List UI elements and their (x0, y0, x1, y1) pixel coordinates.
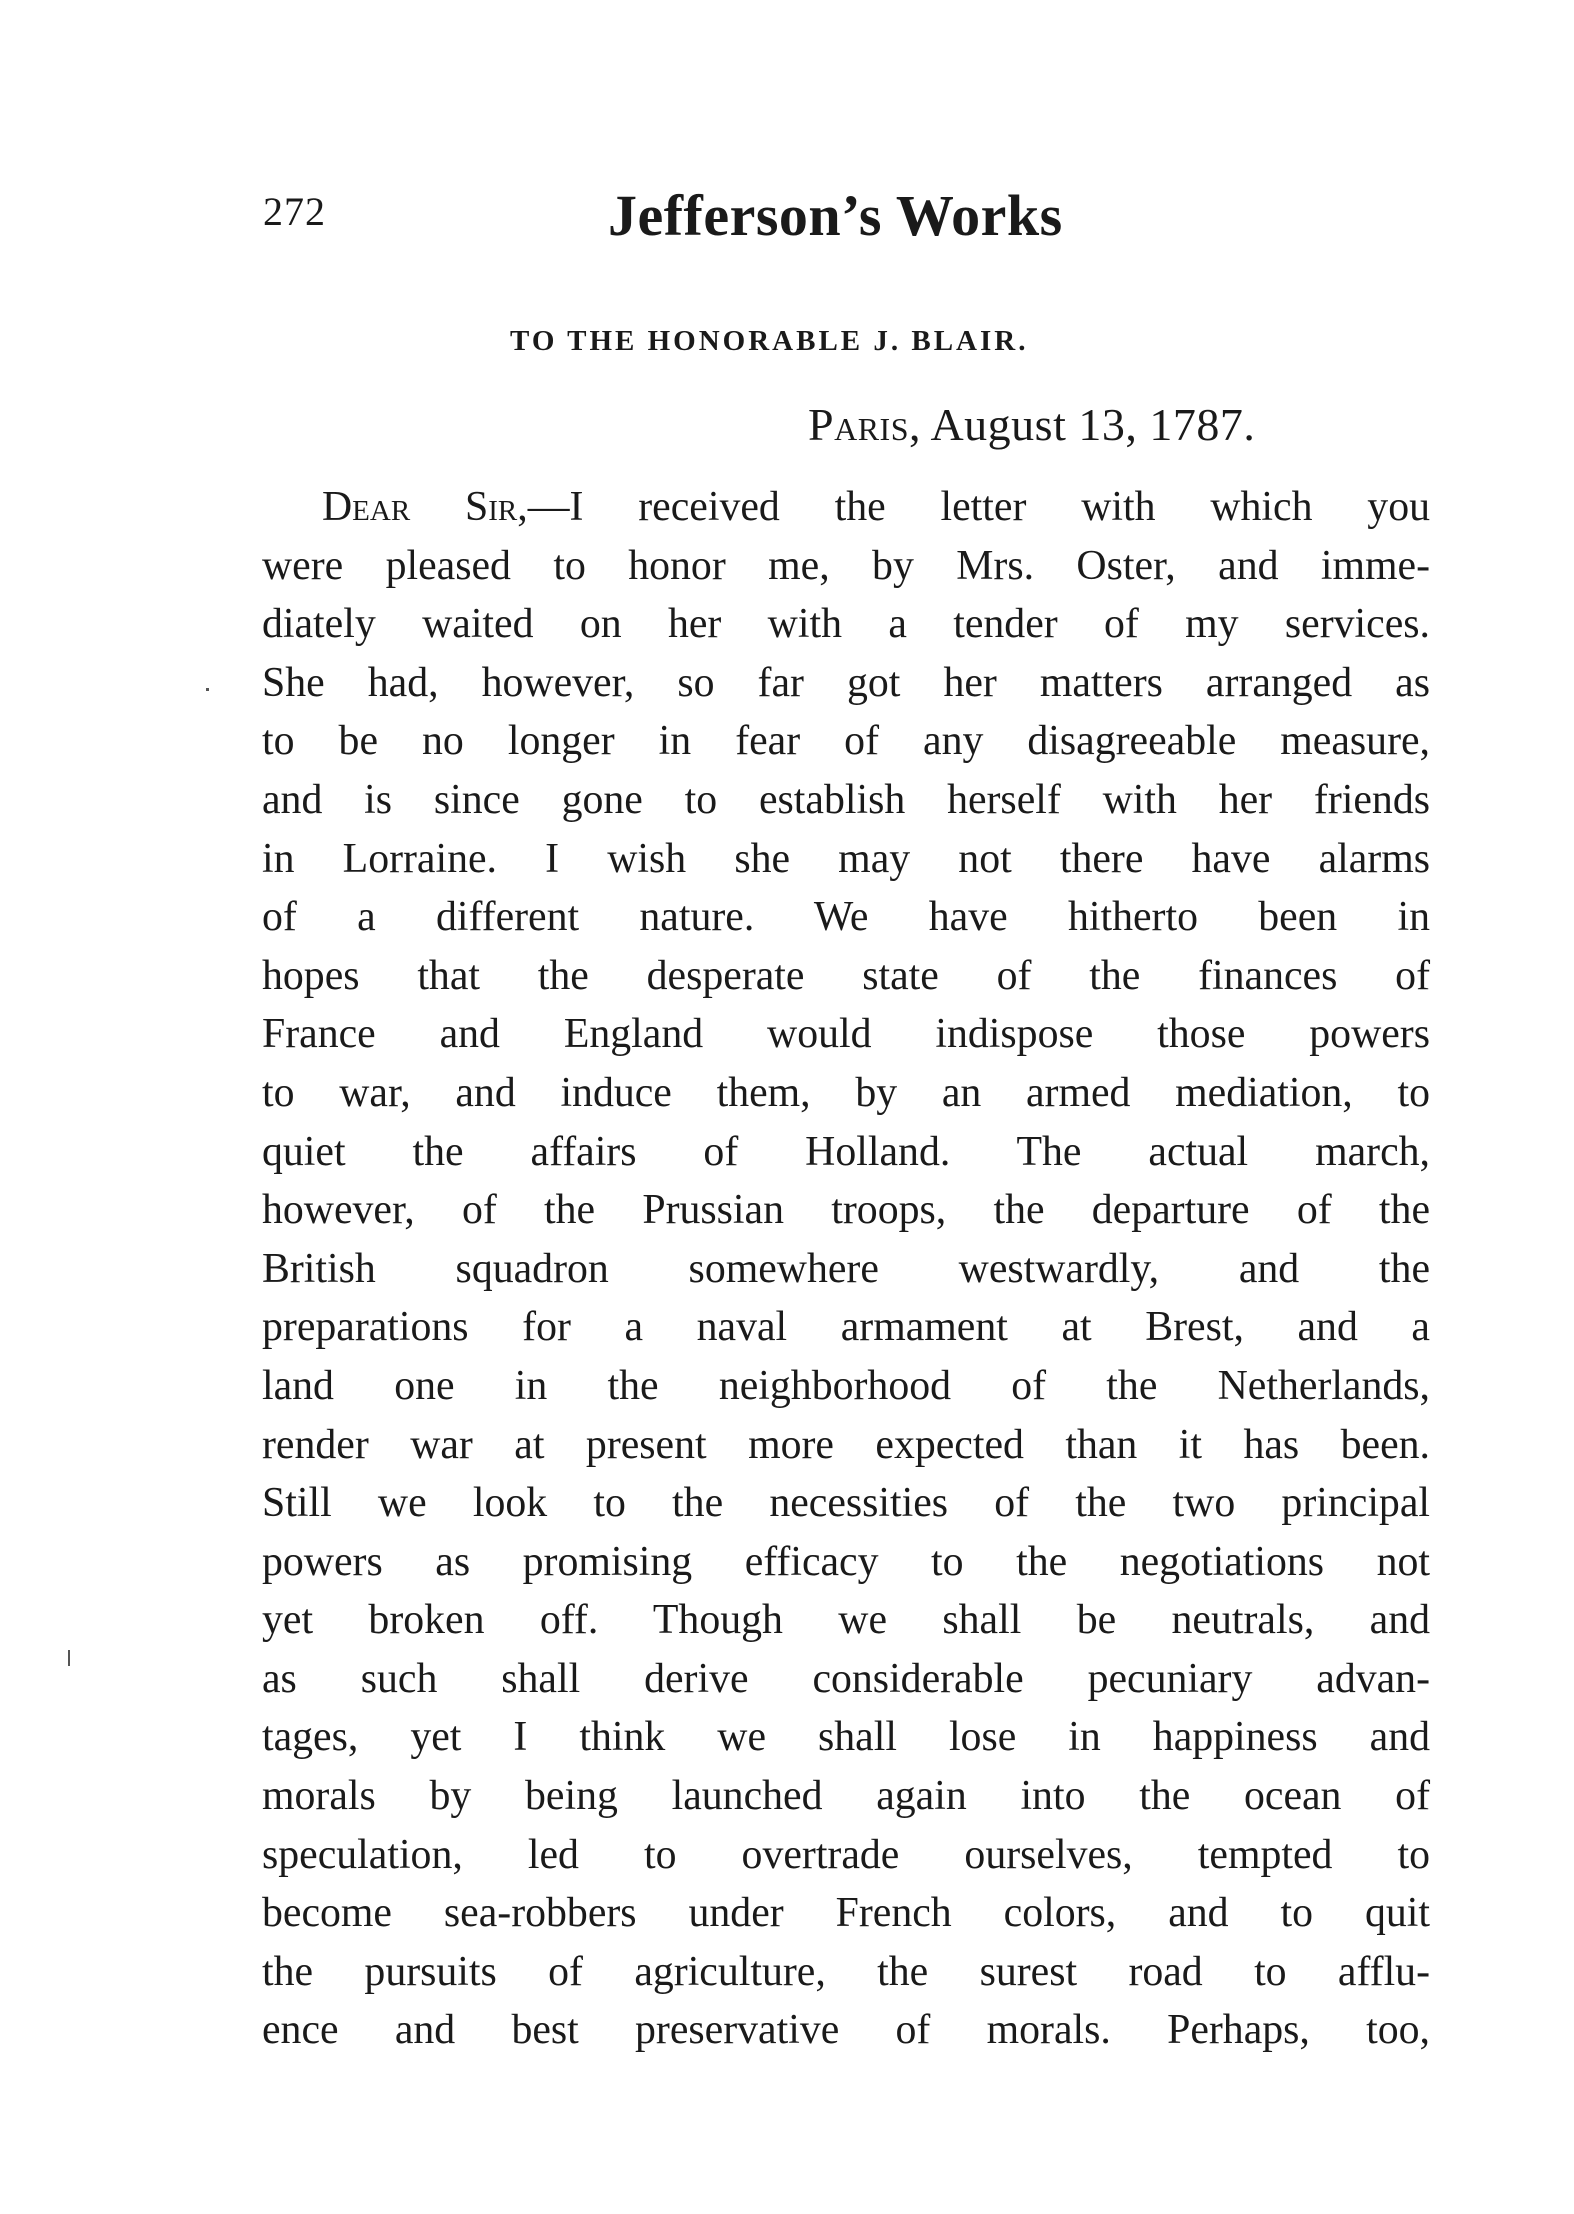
body-line: to war, and induce them, by an armed mediation, to (262, 1069, 1430, 1116)
body-line: to be no longer in fear of any disagreeable measure, (262, 718, 1430, 765)
body-line: preparations for a naval armament at Brest, and a (262, 1304, 1430, 1351)
dateline-place: Paris (808, 399, 909, 450)
body-line: British squadron somewhere westwardly, and the (262, 1245, 1430, 1292)
body-line: powers as promising efficacy to the negotiations not (262, 1538, 1430, 1585)
body-line: and is since gone to establish herself with her friends (262, 776, 1430, 823)
body-line: as such shall derive considerable pecuniary advan- (262, 1655, 1430, 1702)
body-line: quiet the affairs of Holland. The actual march, (262, 1128, 1430, 1175)
body-line: render war at present more expected than it has been. (262, 1421, 1430, 1468)
body-line: land one in the neighborhood of the Netherlands, (262, 1362, 1430, 1409)
body-line: She had, however, so far got her matters arranged as (262, 659, 1430, 706)
body-line: diately waited on her with a tender of my services. (262, 601, 1430, 648)
body-line: the pursuits of agriculture, the surest road to afflu- (262, 1948, 1430, 1995)
body-line: become sea-robbers under French colors, and to quit (262, 1890, 1430, 1937)
body-line: of a different nature. We have hitherto been in (262, 894, 1430, 941)
letter-body (262, 478, 1430, 2060)
body-line: speculation, led to overtrade ourselves, tempted to (262, 1831, 1430, 1878)
body-line: in Lorraine. I wish she may not there have alarms (262, 835, 1430, 882)
dateline-date: , August 13, 1787. (909, 399, 1256, 450)
letter-dateline (808, 398, 1255, 451)
running-title: Jefferson’s Works (608, 183, 1063, 248)
body-line: France and England would indispose those powers (262, 1011, 1430, 1058)
body-line: yet broken off. Though we shall be neutrals, and (262, 1597, 1430, 1644)
margin-speck (206, 688, 209, 691)
margin-speck (68, 1650, 70, 1666)
body-line: morals by being launched again into the ocean of (262, 1773, 1430, 1820)
body-line: Still we look to the necessities of the two principal (262, 1480, 1430, 1527)
letter-address: TO THE HONORABLE J. BLAIR. (510, 325, 1029, 357)
body-line: hopes that the desperate state of the finances of (262, 952, 1430, 999)
salutation: Dear Sir (322, 484, 518, 530)
body-line: tages, yet I think we shall lose in happiness and (262, 1714, 1430, 1761)
page-number: 272 (263, 189, 326, 234)
body-line: ence and best preservative of morals. Perhaps, too, (262, 2007, 1430, 2054)
body-line: however, of the Prussian troops, the departure of the (262, 1187, 1430, 1234)
body-line: were pleased to honor me, by Mrs. Oster, and imme- (262, 542, 1430, 589)
body-line-text: ,—I received the letter with which you (517, 484, 1430, 530)
body-line (262, 478, 1430, 537)
